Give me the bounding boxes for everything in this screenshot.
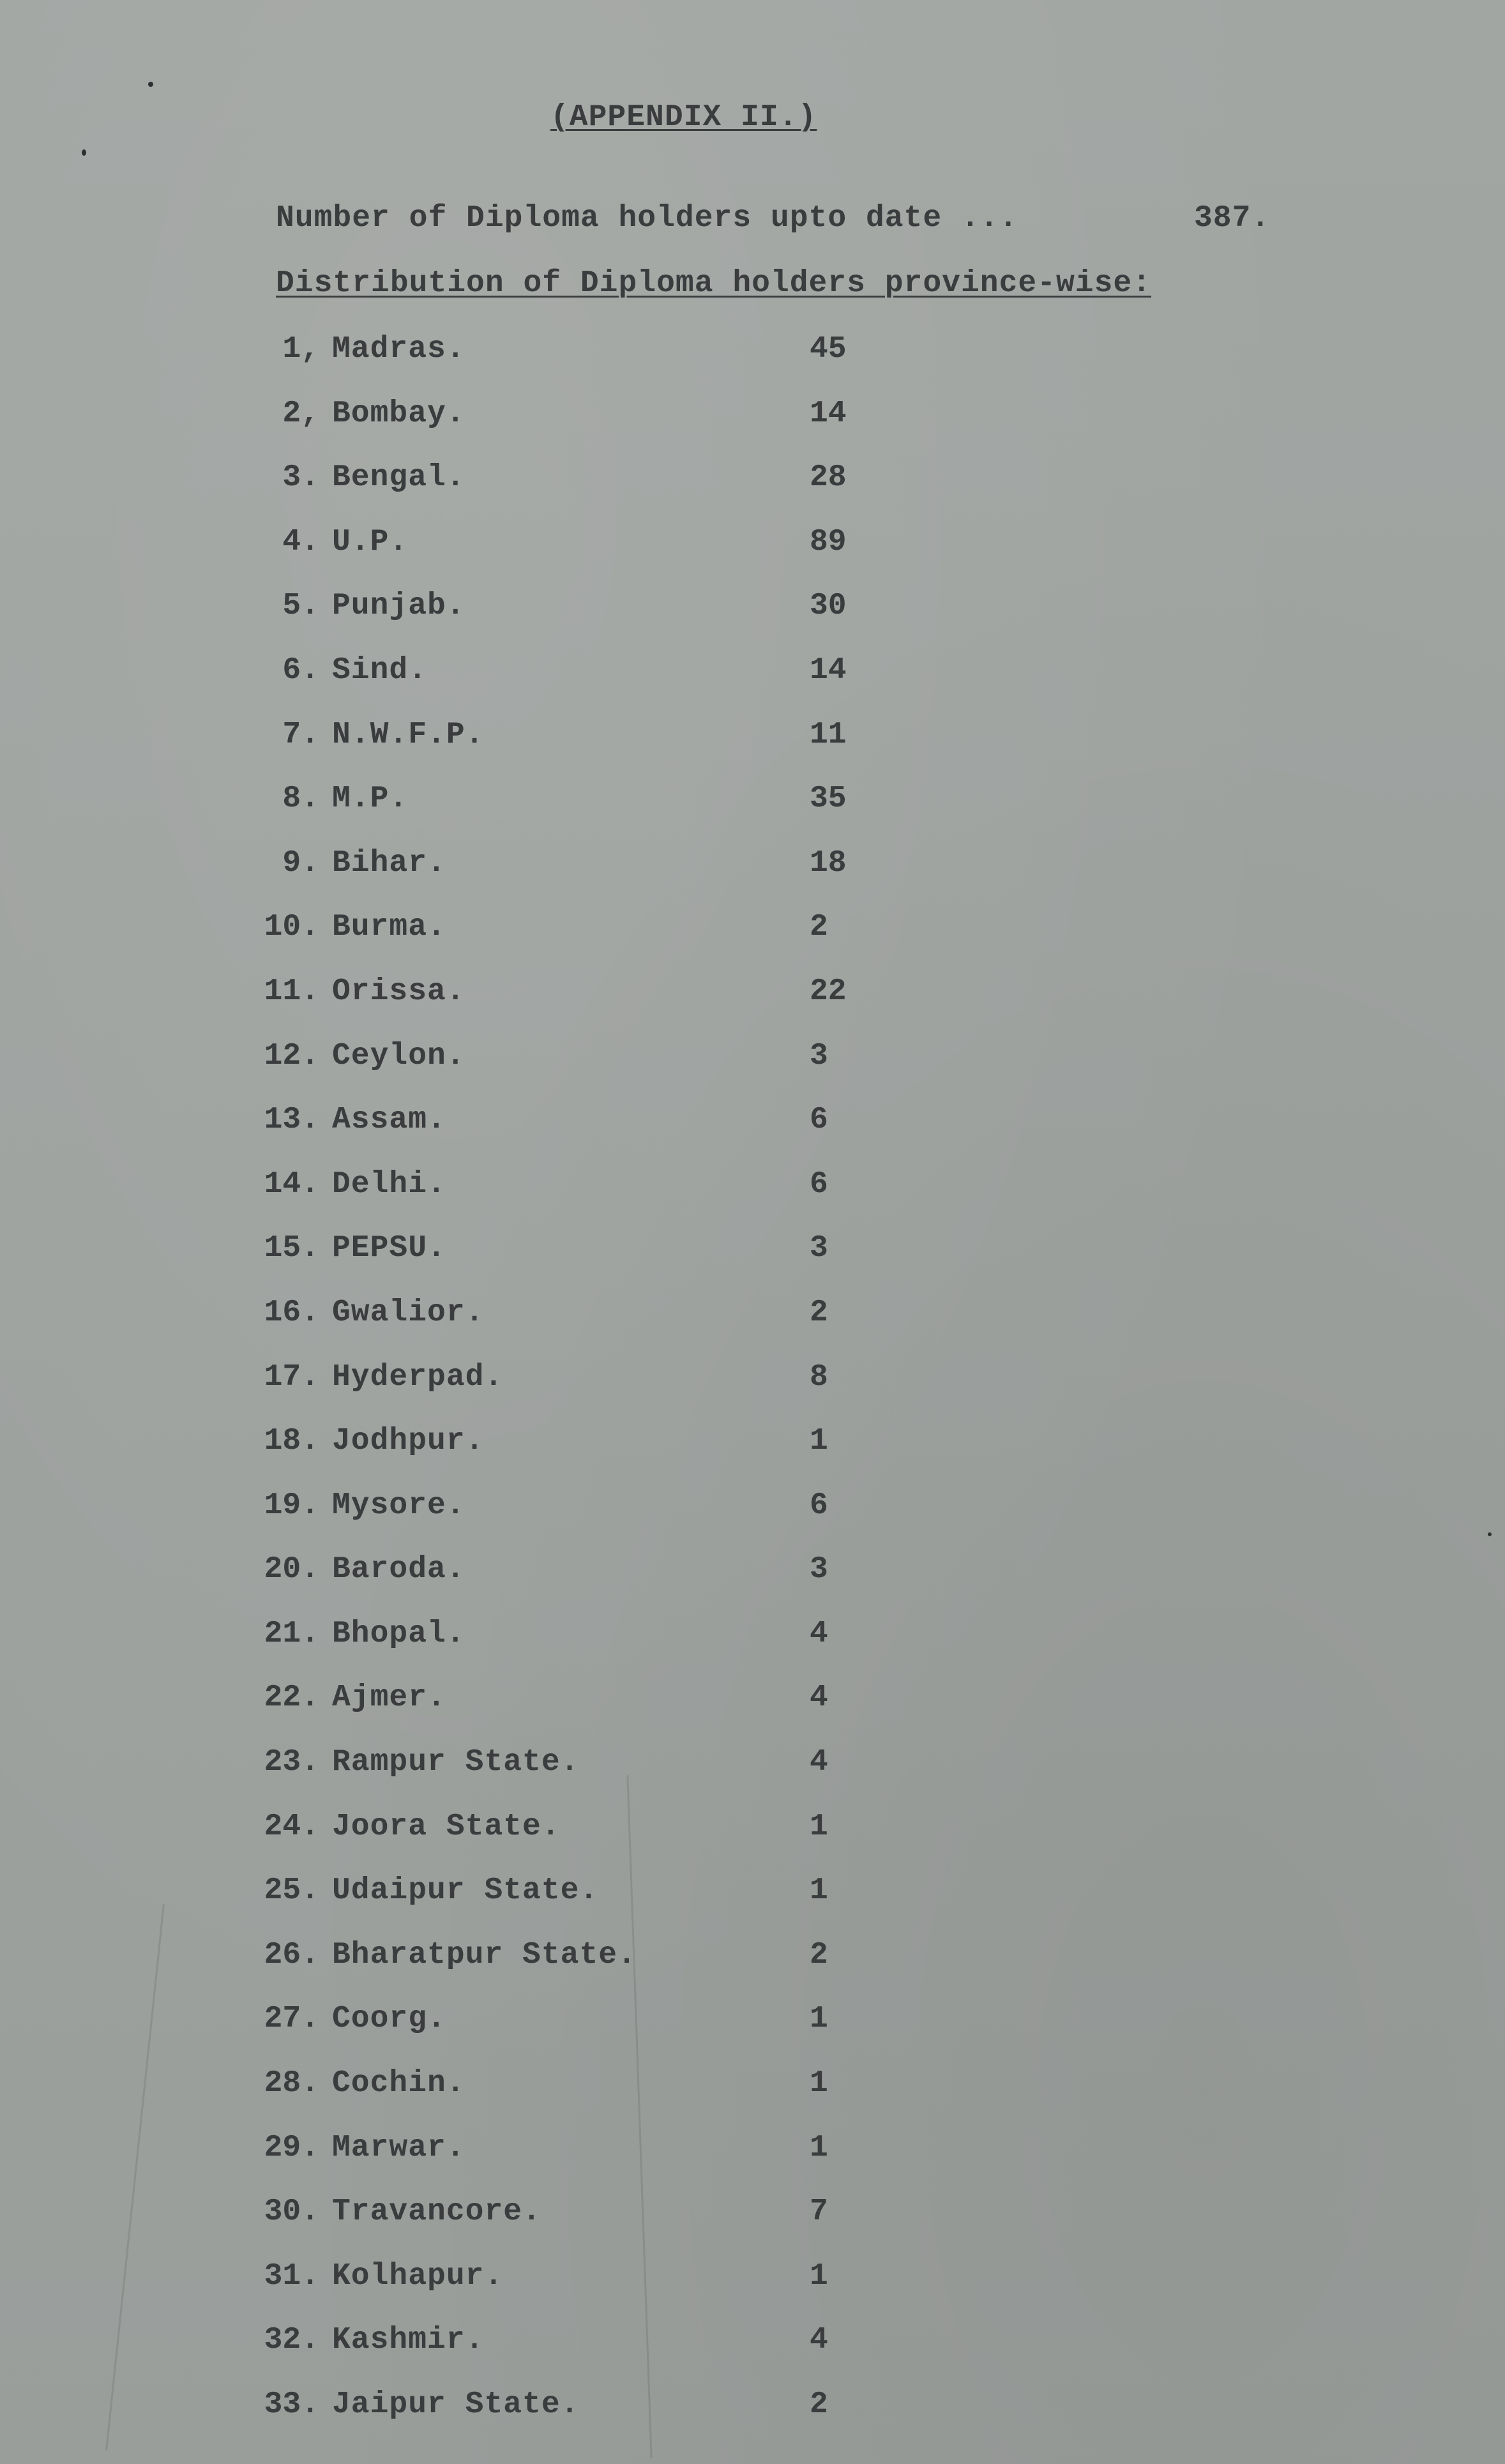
total-value: 387. <box>1194 201 1271 236</box>
item-number: 30. <box>264 2195 319 2230</box>
holder-count: 28 <box>810 460 847 495</box>
province-name: Sind. <box>332 653 428 688</box>
item-number: 5. <box>282 589 319 624</box>
holder-count: 45 <box>810 332 847 367</box>
holder-count: 6 <box>810 1103 828 1138</box>
paper-speck <box>82 149 86 156</box>
province-name: Jaipur State. <box>332 2387 580 2422</box>
item-number: 8. <box>282 782 319 817</box>
item-number: 22. <box>264 1681 319 1716</box>
province-name: U.P. <box>332 524 409 559</box>
province-name: Gwalior. <box>332 1295 485 1330</box>
list-item <box>0 782 1505 846</box>
province-name: Bombay. <box>332 396 465 431</box>
province-name: Coorg. <box>332 2002 446 2037</box>
list-item <box>0 1552 1505 1617</box>
province-name: Ceylon. <box>332 1038 465 1073</box>
list-item <box>0 525 1505 589</box>
list-item <box>0 1810 1505 1874</box>
province-name: Kolhapur. <box>332 2258 504 2294</box>
province-name: Jodhpur. <box>332 1424 485 1459</box>
holder-count: 6 <box>810 1167 828 1202</box>
appendix-heading-text: (APPENDIX II.) <box>550 100 817 135</box>
appendix-heading <box>550 102 817 133</box>
holder-count: 35 <box>810 782 847 817</box>
province-name: Bengal. <box>332 460 465 495</box>
item-number: 20. <box>264 1552 319 1587</box>
province-name: Baroda. <box>332 1552 465 1587</box>
list-item <box>0 1681 1505 1745</box>
holder-count: 1 <box>810 2258 828 2294</box>
list-item <box>0 2195 1505 2259</box>
list-item <box>0 653 1505 718</box>
list-item <box>0 2323 1505 2387</box>
list-item <box>0 910 1505 974</box>
holder-count: 1 <box>810 1873 828 1908</box>
holder-count: 1 <box>810 1424 828 1459</box>
holder-count: 11 <box>810 717 847 752</box>
item-number: 31. <box>264 2258 319 2294</box>
list-item <box>0 1103 1505 1167</box>
list-item <box>0 1488 1505 1553</box>
item-number: 23. <box>264 1745 319 1780</box>
list-item <box>0 1296 1505 1360</box>
province-name: M.P. <box>332 782 409 817</box>
list-item <box>0 2131 1505 2195</box>
province-name: N.W.F.P. <box>332 717 485 752</box>
list-item <box>0 1360 1505 1425</box>
list-item <box>0 1873 1505 1938</box>
item-number: 1, <box>282 332 319 367</box>
holder-count: 14 <box>810 396 847 431</box>
list-item <box>0 846 1505 911</box>
holder-count: 2 <box>810 1295 828 1330</box>
item-number: 15. <box>264 1231 319 1266</box>
item-number: 7. <box>282 717 319 752</box>
item-number: 11. <box>264 974 319 1009</box>
item-number: 17. <box>264 1359 319 1395</box>
province-name: Kashmir. <box>332 2323 485 2358</box>
holder-count: 1 <box>810 2130 828 2165</box>
province-name: Cochin. <box>332 2066 465 2101</box>
list-item <box>0 2259 1505 2324</box>
holder-count: 4 <box>810 1681 828 1716</box>
list-item <box>0 460 1505 525</box>
holder-count: 4 <box>810 1745 828 1780</box>
province-name: Hyderpad. <box>332 1359 504 1395</box>
holder-count: 1 <box>810 2066 828 2101</box>
holder-count: 3 <box>810 1552 828 1587</box>
province-name: Assam. <box>332 1103 446 1138</box>
distribution-label: Distribution of Diploma holders province-wise: <box>276 266 1152 301</box>
holder-count: 89 <box>810 524 847 559</box>
list-item <box>0 1167 1505 1232</box>
holder-count: 22 <box>810 974 847 1009</box>
province-name: Marwar. <box>332 2130 465 2165</box>
holder-count: 8 <box>810 1359 828 1395</box>
province-name: PEPSU. <box>332 1231 446 1266</box>
item-number: 32. <box>264 2323 319 2358</box>
list-item <box>0 718 1505 782</box>
province-name: Rampur State. <box>332 1745 580 1780</box>
list-item <box>0 974 1505 1039</box>
item-number: 24. <box>264 1809 319 1844</box>
list-item <box>0 1039 1505 1103</box>
holder-count: 3 <box>810 1038 828 1073</box>
item-number: 29. <box>264 2130 319 2165</box>
distribution-list <box>0 332 1505 2452</box>
list-item <box>0 2387 1505 2452</box>
holder-count: 30 <box>810 589 847 624</box>
province-name: Orissa. <box>332 974 465 1009</box>
list-item <box>0 589 1505 653</box>
item-number: 21. <box>264 1616 319 1651</box>
province-name: Bihar. <box>332 845 446 881</box>
list-item <box>0 397 1505 461</box>
item-number: 19. <box>264 1488 319 1523</box>
item-number: 27. <box>264 2002 319 2037</box>
province-name: Burma. <box>332 910 446 945</box>
holder-count: 2 <box>810 2387 828 2422</box>
list-item <box>0 1424 1505 1488</box>
province-name: Madras. <box>332 332 465 367</box>
item-number: 14. <box>264 1167 319 1202</box>
province-name: Joora State. <box>332 1809 561 1844</box>
holder-count: 14 <box>810 653 847 688</box>
item-number: 33. <box>264 2387 319 2422</box>
holder-count: 18 <box>810 845 847 881</box>
province-name: Mysore. <box>332 1488 465 1523</box>
holder-count: 6 <box>810 1488 828 1523</box>
item-number: 4. <box>282 524 319 559</box>
list-item <box>0 1745 1505 1810</box>
item-number: 25. <box>264 1873 319 1908</box>
province-name: Ajmer. <box>332 1681 446 1716</box>
item-number: 13. <box>264 1103 319 1138</box>
holder-count: 3 <box>810 1231 828 1266</box>
item-number: 28. <box>264 2066 319 2101</box>
holder-count: 7 <box>810 2195 828 2230</box>
holder-count: 1 <box>810 1809 828 1844</box>
item-number: 3. <box>282 460 319 495</box>
list-item <box>0 332 1505 397</box>
province-name: Punjab. <box>332 589 465 624</box>
province-name: Delhi. <box>332 1167 446 1202</box>
item-number: 9. <box>282 845 319 881</box>
province-name: Udaipur State. <box>332 1873 599 1908</box>
paper-speck <box>148 82 153 87</box>
province-name: Bhopal. <box>332 1616 465 1651</box>
item-number: 12. <box>264 1038 319 1073</box>
item-number: 26. <box>264 1937 319 1972</box>
item-number: 10. <box>264 910 319 945</box>
holder-count: 2 <box>810 1937 828 1972</box>
holder-count: 4 <box>810 1616 828 1651</box>
holder-count: 1 <box>810 2002 828 2037</box>
holder-count: 2 <box>810 910 828 945</box>
list-item <box>0 2002 1505 2066</box>
holder-count: 4 <box>810 2323 828 2358</box>
list-item <box>0 1617 1505 1681</box>
item-number: 18. <box>264 1424 319 1459</box>
total-label: Number of Diploma holders upto date ... <box>276 201 1018 236</box>
province-name: Travancore. <box>332 2195 541 2230</box>
list-item <box>0 1938 1505 2002</box>
list-item <box>0 1231 1505 1296</box>
item-number: 16. <box>264 1295 319 1330</box>
item-number: 2, <box>282 396 319 431</box>
item-number: 6. <box>282 653 319 688</box>
list-item <box>0 2066 1505 2131</box>
province-name: Bharatpur State. <box>332 1937 637 1972</box>
